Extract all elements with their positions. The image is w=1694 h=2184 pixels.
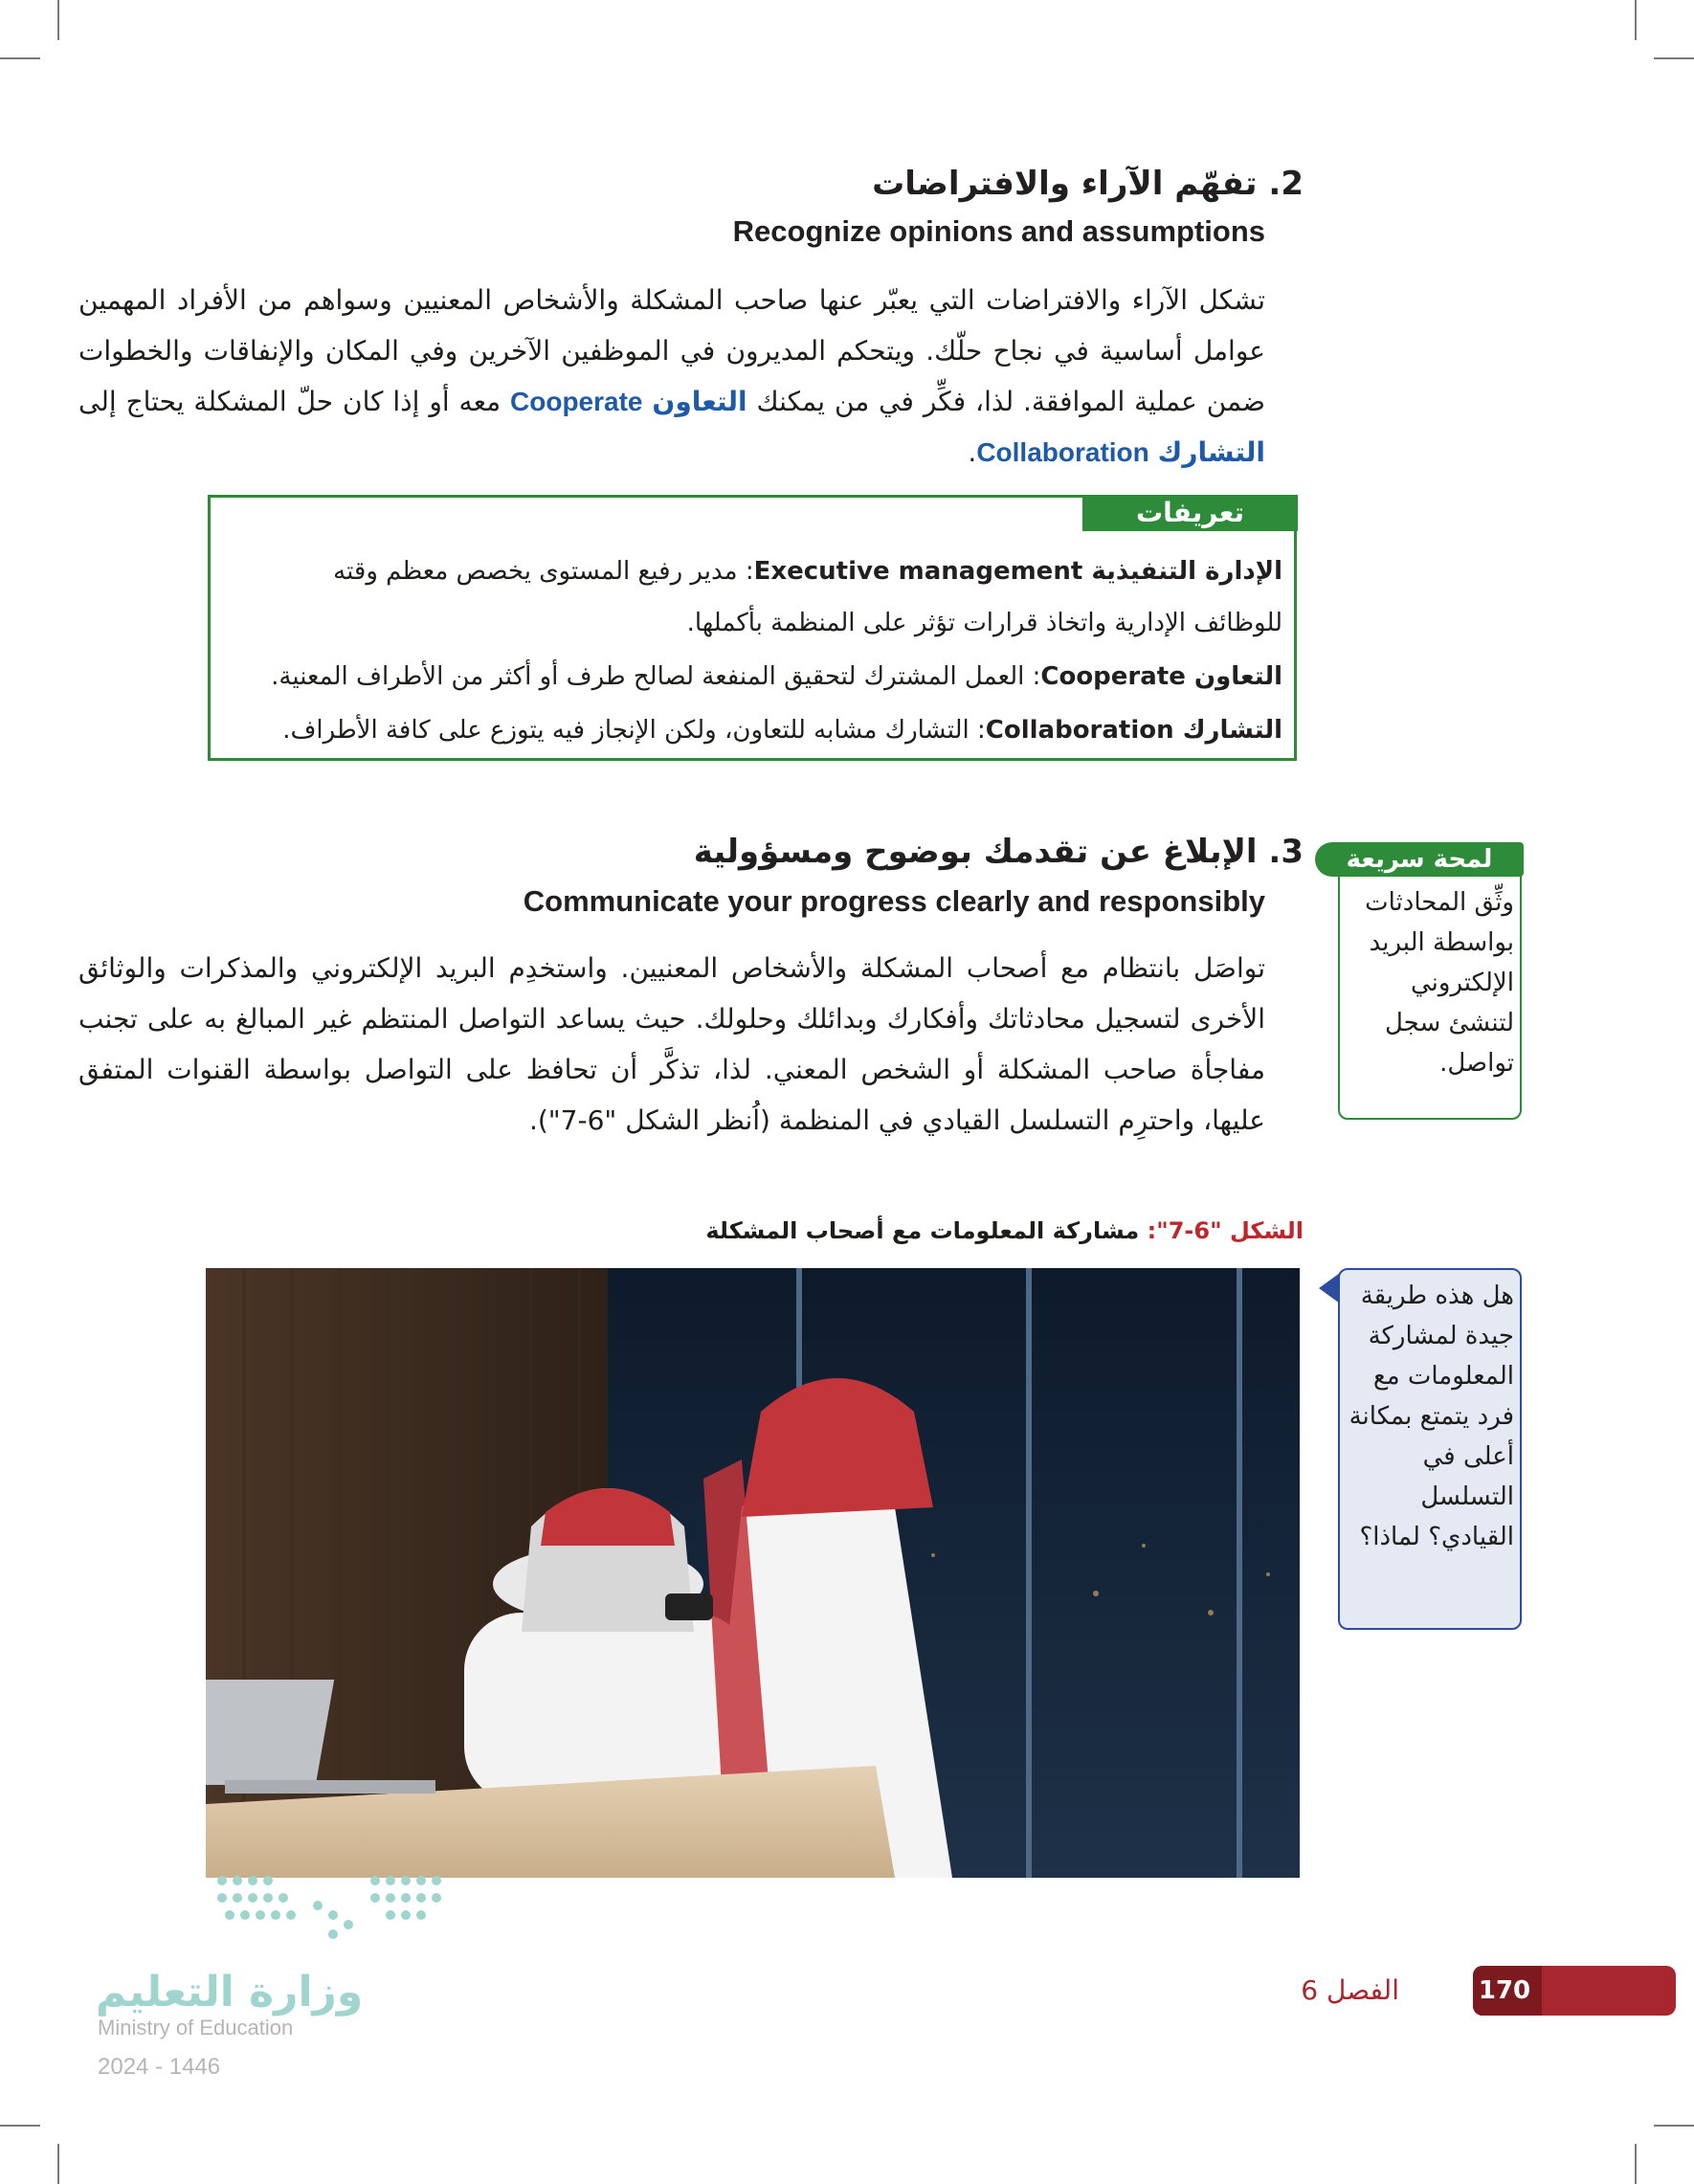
definition-text: : العمل المشترك لتحقيق المنفعة لصالح طرف أو أكثر من الأطراف المعنية.	[271, 662, 1041, 691]
crop-mark	[57, 2144, 59, 2184]
section3-paragraph	[78, 943, 1265, 1146]
figure-caption	[705, 1217, 1304, 1244]
section3-heading-en: Communicate your progress clearly and responsibly	[523, 884, 1265, 918]
chapter-label: الفصل 6	[1301, 1974, 1399, 2006]
ministry-name-en: Ministry of Education	[98, 2016, 294, 2039]
crop-mark	[1654, 2125, 1694, 2127]
definition-term: التشارك Collaboration	[985, 716, 1282, 745]
crop-mark	[1654, 57, 1694, 59]
crop-mark	[1635, 0, 1637, 40]
definitions-title: تعريفات	[1082, 495, 1298, 531]
quick-tip-title: لمحة سريعة	[1315, 842, 1524, 877]
definition-executive-management	[220, 553, 1282, 590]
crop-mark	[0, 57, 40, 59]
definition-cooperate	[220, 658, 1282, 695]
definition-text: : مدير رفيع المستوى يخصص معظم وقته	[333, 557, 754, 586]
question-pointer	[1319, 1273, 1340, 1304]
crop-mark	[0, 2125, 40, 2127]
definition-collaboration	[220, 712, 1282, 748]
definition-text: للوظائف الإدارية واتخاذ قرارات تؤثر على المنظمة بأكملها.	[686, 609, 1282, 637]
section2-text-part2: معه أو إذا كان حلّ المشكلة يحتاج إلى	[78, 386, 511, 417]
keyword-cooperate-en: Cooperate	[510, 387, 643, 416]
section3-heading-ar: 3. الإبلاغ عن تقدمك بوضوح ومسؤولية	[693, 833, 1304, 871]
page-number: 170	[1478, 1976, 1531, 2005]
keyword-collaboration-en: Collaboration	[976, 437, 1149, 467]
ministry-name-ar: وزارة التعليم	[96, 1968, 364, 2017]
figure-photo	[206, 1268, 1300, 1878]
crop-mark	[1635, 2144, 1637, 2184]
keyword-collaboration-ar: التشارك	[1157, 436, 1265, 468]
ministry-year: 2024 - 1446	[98, 2054, 221, 2080]
section2-heading-ar: 2. تفهّم الآراء والافتراضات	[872, 165, 1304, 203]
definition-text: : التشارك مشابه للتعاون، ولكن الإنجاز فيه يتوزع على كافة الأطراف.	[282, 716, 986, 745]
section2-text-part1: تشكل الآراء والافتراضات التي يعبّر عنها صاحب المشكلة والأشخاص المعنيين وسواهم من الأفراد المهمين عوامل أساسية في نجاح حلّك. ويتحكم المديرون في الموظفين الآخرين وفي المكان والإنفاقات والخطوات ضمن عملية الموافقة. لذا، فكِّر في من يمكنك	[78, 284, 1265, 417]
figure-label: الشكل "6-7":	[1147, 1217, 1304, 1244]
definition-term: التعاون Cooperate	[1040, 662, 1282, 691]
keyword-cooperate-ar: التعاون	[652, 386, 747, 417]
question-note-text: هل هذه طريقة جيدة لمشاركة المعلومات مع فرد يتمتع بمكانة أعلى في التسلسل القيادي؟ لماذا؟	[1349, 1281, 1514, 1551]
ministry-logo-icon	[212, 1871, 452, 1948]
section2-text-end: .	[968, 436, 977, 468]
definition-executive-management-cont	[220, 605, 1282, 641]
section2-paragraph	[78, 275, 1265, 478]
office-meeting-photo	[206, 1268, 1300, 1878]
crop-mark	[57, 0, 59, 40]
quick-tip-text: وثِّق المحادثات بواسطة البريد الإلكتروني لتنشئ سجل تواصل.	[1365, 888, 1514, 1078]
section2-heading-en: Recognize opinions and assumptions	[732, 214, 1265, 248]
section3-text: تواصَل بانتظام مع أصحاب المشكلة والأشخاص المعنيين. واستخدِم البريد الإلكتروني والمذكرات والوثائق الأخرى لتسجيل محادثاتك وأفكارك وبدائلك وحلولك. حيث يساعد التواصل المنتظم غير المبالغ به على تجنب مفاجأة صاحب المشكلة أو الشخص المعني. لذا، تذكَّر أن تحافظ على التواصل بواسطة القنوات المتفق عليها، واحترِم التسلسل القيادي في المنظمة (اُنظر الشكل "6-7").	[78, 952, 1265, 1136]
figure-caption-text: مشاركة المعلومات مع أصحاب المشكلة	[705, 1217, 1148, 1244]
definition-term: الإدارة التنفيذية Executive management	[753, 557, 1282, 586]
